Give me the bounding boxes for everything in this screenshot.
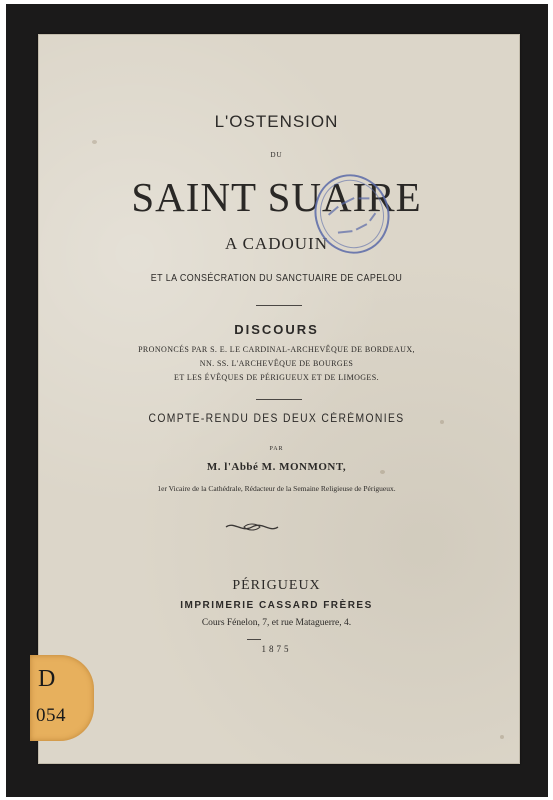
pronounced-line: NN. SS. L'ARCHEVÊQUE DE BOURGES bbox=[199, 359, 354, 368]
report-heading: COMPTE-RENDU DES DEUX CÉRÉMONIES bbox=[148, 413, 405, 425]
title-du: DU bbox=[270, 151, 283, 159]
label-number: 054 bbox=[36, 705, 66, 726]
title-place: A CADOUIN bbox=[225, 234, 328, 253]
ornament-flourish-icon bbox=[224, 520, 280, 534]
city: PÉRIGUEUX bbox=[232, 578, 321, 593]
divider-rule bbox=[256, 305, 302, 306]
author-title: 1er Vicaire de la Cathédrale, Rédacteur de la Semaine Religieuse de Périgueux. bbox=[157, 484, 396, 493]
publication-year: 1875 bbox=[261, 644, 292, 654]
title-line-1: L'OSTENSION bbox=[214, 112, 339, 131]
section-heading: DISCOURS bbox=[234, 322, 319, 337]
divider-rule bbox=[247, 639, 261, 640]
subtitle: ET LA CONSÉCRATION DU SANCTUAIRE DE CAPELOU bbox=[150, 272, 403, 284]
author-name: M. l'Abbé M. MONMONT, bbox=[206, 461, 347, 473]
printer: IMPRIMERIE CASSARD FRÈRES bbox=[180, 600, 373, 611]
by-label: PAR bbox=[269, 446, 284, 452]
pronounced-line: ET LES ÉVÊQUES DE PÉRIGUEUX ET DE LIMOGES. bbox=[174, 373, 379, 382]
main-title: SAINT SUAIRE bbox=[131, 174, 422, 220]
pronounced-line: PRONONCÉS PAR S. E. LE CARDINAL-ARCHEVÊQUE DE BORDEAUX, bbox=[138, 345, 415, 354]
foxing-spot bbox=[500, 735, 504, 739]
label-top-mark: D bbox=[38, 666, 56, 692]
divider-rule bbox=[256, 399, 302, 400]
printer-address: Cours Fénelon, 7, et rue Mataguerre, 4. bbox=[201, 618, 352, 628]
foxing-spot bbox=[92, 140, 97, 144]
